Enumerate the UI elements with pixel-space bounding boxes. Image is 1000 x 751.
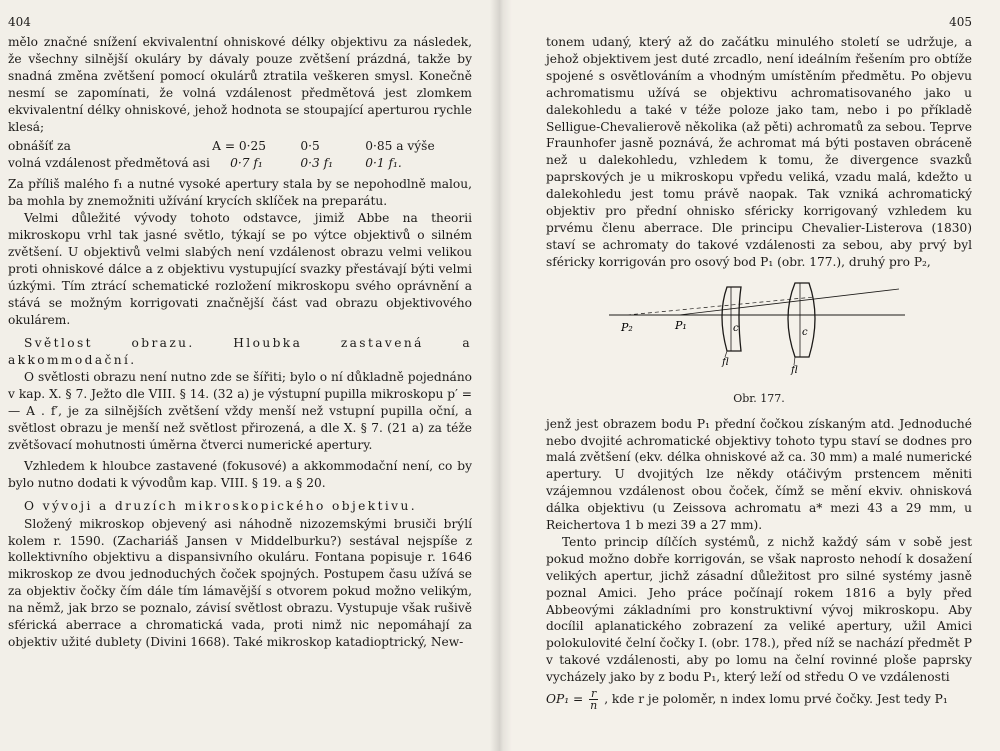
section-heading: Světlost obrazu. Hloubka zastavená a akkommodační.: [8, 335, 472, 367]
table-cell: 0·3 f₁: [300, 156, 333, 171]
paragraph: Vzhledem k hloubce zastavené (fokusové) a akkommodační není, co by bylo nutno dodati k vývodům kap. VIII. § 19. a § 20.: [8, 458, 472, 490]
page-number-left: 404: [8, 15, 31, 29]
paragraph: Velmi důležité vývody tohoto odstavce, jimiž Abbe na theorii mikroskopu vrhl tak jasné světlo, týkají se po výtce objektivů o silném zvětšení. U objektivů velmi slabých není vzdálenost obrazu velmi velikou proti ohniskové dálce a z objektivu vystupující svazky přestávají býti velmi úzkými. Tím ztrácí schematické rozložení mikroskopu svého oprávnění a stává se možným korrigovati značnější část vad obrazu objektivového okulárem.: [8, 211, 472, 327]
paragraph: Za příliš malého f₁ a nutné vysoké apertury stala by se nepohodlně malou, ba mohla by znemožniti užívání krycích sklíček na preparátu.: [8, 177, 472, 209]
label-p2: P₂: [621, 320, 633, 334]
formula-denominator: n: [590, 699, 598, 713]
paragraph: O světlosti obrazu není nutno zde se šířiti; bylo o ní důkladně pojednáno v kap. X. § 7. Ježto dle VIII. § 14. (32 a) je výstupní pupilla mikroskopu p′ = — A . f′, je za silnějších zvětšení vždy menší než vstupní pupilla oční, a světlost obrazu je menší než světlost přirozená, a dle X. § 7. (21 a) za téže zvětšovací mohutnosti úměrna čtverci numerické apertury.: [8, 370, 472, 453]
paragraph: mělo značné snížení ekvivalentní ohniskové délky objektivu za následek, že všechny silnější okuláry by dávaly pouze zvětšení prázdná, takže by snadná změna zvětšení pomocí okulárů ztratila veškeren smysl. Konečně nesmí se zapomínati, že volná vzdálenost předmětová jest zlomkem ekvivalentní délky ohniskové, jehož hodnota se stoupající aperturou rychle klesá;: [8, 35, 472, 134]
paragraph: jenž jest obrazem bodu P₁ přední čočkou získaným atd. Jednoduché nebo dvojité achromatické objektivy tohoto typu staví se dodnes pro malá zvětšení (ekv. délka ohniskové až ca. 30 mm) a malé numerické apertury. U dvojitých lze někdy otáčivým prstencem měniti vzájemnou vzdálenost obou čoček, čímž se mění ekviv. ohnisková dálka objektivu (u Zeissova achromatu a* mezi 43 a 29 mm, u Reichertova 1 b mezi 39 a 27 mm).: [546, 416, 972, 533]
table-cell: 0·85 a výše: [365, 139, 435, 154]
table-cell: 0·1 f₁.: [365, 156, 402, 171]
figure-177: [546, 279, 972, 408]
table-cell: A = 0·25: [212, 139, 267, 154]
label-c: c: [733, 322, 739, 334]
page-number-right: 405: [949, 15, 972, 29]
label-c: c: [802, 326, 808, 338]
paragraph: Tento princip dílčích systémů, z nichž každý sám v sobě jest pokud možno dobře korrigován, se však naprosto nehodí k dosažení velikých apertur, jichž zásadní důležitost pro silné systémy jasně poznal Amici. Jeho práce počínají rokem 1816 a byly před Abbeovými základními pro konstruktivní vývoj mikroskopu. Aby docílil aplanatického zobrazení za veliké apertury, užil Amici polokulovité čelní čočky I. (obr. 178.), před níž se nachází předmět P v takové vzdálenosti, aby po lomu na čelní rovinné ploše paprsky vycházely jako by z bodu P₁, který leží od středu O ve vzdálenosti: [546, 534, 972, 685]
formula-fraction: [589, 688, 598, 711]
table-cell: 0·5: [300, 139, 320, 154]
rear-achromat: [788, 283, 815, 357]
formula-line: [546, 688, 972, 711]
front-achromat: [722, 287, 741, 351]
figure-caption: Obr. 177.: [733, 391, 785, 405]
paragraph: tonem udaný, který až do začátku minulého století se udržuje, a jehož objektivem jest duté zrcadlo, není ideálním řešením pro obtíže spojené s osvětlováním a vhodným umístěním předmětu. Po objevu achromatismu užívá se objektivu achromatisovaného jako u dalekohledu a také v téže poloze jako tam, nebo i po příkladě Selligue-Chevalierově několika (až pěti) achromatů za sebou. Teprve Fraunhofer jasně poznává, že achromat má býti postaven obráceně než u dalekohledu, vzhledem k tomu, že divergence svazků paprskových je u mikroskopu vpředu veliká, vzadu malá, kdežto u dalekohledu jest tomu právě naopak. Tak vzniká achromatický objektiv pro přední ohnisko sféricky korrigovaný vzhledem ku prvému členu aberrace. Dle principu Chevalier-Listerova (1830) staví se achromaty do takové vzdálenosti za sebou, aby prvý byl sféricky korrigován pro osový bod P₁ (obr. 177.), druhý pro P₂,: [546, 35, 972, 269]
lens-diagram: [609, 279, 909, 389]
right-page: [500, 0, 1000, 751]
section-heading: O vývoji a druzích mikroskopického objektivu.: [24, 498, 417, 513]
left-page-text: [8, 34, 472, 651]
right-page-text: [546, 34, 972, 711]
label-fl: fl: [722, 356, 729, 368]
aperture-table: [8, 138, 472, 172]
table-row: [8, 138, 472, 155]
formula-numerator: r: [591, 687, 597, 701]
label-p1: P₁: [675, 318, 687, 332]
formula-rest: , kde r je poloměr, n index lomu prvé čočky. Jest tedy P₁: [604, 692, 948, 707]
paragraph: Složený mikroskop objevený asi náhodně nizozemskými brusiči brýlí kolem r. 1590. (Zachariáš Jansen v Middelburku?) sestával nejspíše z kollektivního objektivu a dispansivního okuláru. Fontana popisuje r. 1646 mikroskop ze dvou jednoduchých čoček spojných. Postupem času užívá se za objektiv čočky čím dále tím lámavější s otvorem pokud možno velikým, na němž, jak brzo se poznalo, závisí světlost obrazu. Vystupuje však rušivě sférická aberrace a chromatická vada, proti nimž nic nepomáhají za objektiv užité dublety (Divini 1668). Také mikroskop katadioptrický, New-: [8, 516, 472, 649]
table-cell: obnášíť za: [8, 139, 71, 154]
ray-dashed: [627, 297, 814, 315]
table-cell: volná vzdálenost předmětová asi: [8, 156, 210, 171]
table-cell: 0·7 f₁: [230, 156, 263, 171]
label-fl: fl: [791, 364, 798, 376]
table-row: [8, 155, 472, 172]
formula-lhs: OP₁ =: [546, 692, 584, 707]
